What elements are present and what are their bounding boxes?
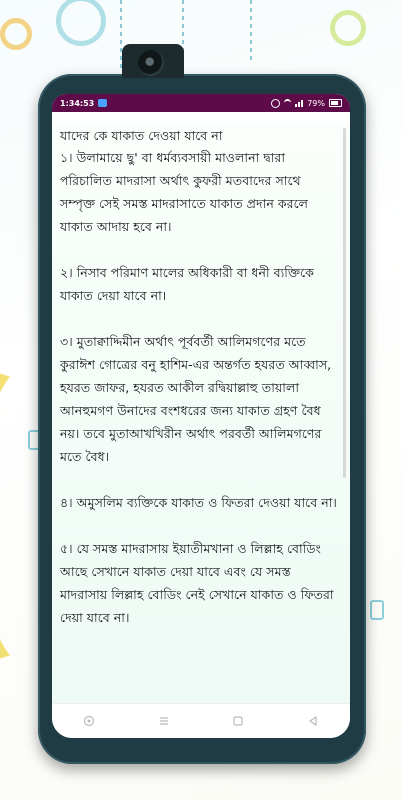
decorative-ring — [0, 18, 32, 50]
camera-lens-icon — [138, 50, 164, 76]
phone-screen — [52, 94, 350, 738]
decorative-ring — [330, 10, 366, 46]
alarm-icon — [271, 99, 280, 108]
article-heading: যাদের কে যাকাত দেওয়া যাবে না — [60, 128, 223, 143]
signal-icon — [295, 99, 303, 107]
article-paragraph: ৪। অমুসলিম ব্যক্তিকে যাকাত ও ফিতরা দেওয়া যাবে না। — [60, 495, 337, 510]
battery-icon — [329, 99, 342, 107]
battery-percent: 79% — [307, 98, 325, 108]
status-time: 1:34:53 — [60, 98, 95, 108]
wifi-icon — [284, 99, 291, 107]
article-body — [52, 124, 350, 629]
status-bar — [52, 94, 350, 112]
cloud-app-icon — [98, 99, 107, 107]
article-scroll-view[interactable] — [52, 124, 350, 704]
popup-camera — [122, 44, 184, 78]
decorative-string — [250, 0, 252, 60]
article-paragraph: ৫। যে সমস্ত মাদরাসায় ইয়াতীমখানা ও লিল্লাহ বোডিং আছে সেখানে যাকাত দেয়া যাবে এবং যে সমস্ত মাদরাসায় লিল্লাহ বোডিং নেই সেখানে যাকাত ও ফিতরা দেয়া যাবে না। — [60, 541, 334, 625]
home-icon[interactable] — [227, 710, 249, 732]
assistant-icon[interactable] — [78, 710, 100, 732]
lantern-icon — [370, 600, 384, 620]
back-icon[interactable] — [302, 710, 324, 732]
app-toolbar — [52, 112, 350, 124]
menu-icon[interactable] — [153, 710, 175, 732]
navigation-bar — [52, 703, 350, 738]
scrollbar[interactable] — [343, 128, 346, 478]
article-paragraph: ৩। মুতাক্বাদ্দিমীন অর্থাৎ পূর্ববর্তী আলিমগণের মতে কুরাঈশ গোত্রের বনু হাশিম-এর অন্তর্গত হযরত আব্বাস, হযরত জাফর, হযরত আকীল রদ্বিয়াল্লাহু তায়ালা আনহুমগণ উনাদের বংশধরের জন্য যাকাত গ্রহণ বৈধ নয়। তবে মুতাআখখিরীন অর্থাৎ পরবর্তী আলিমগণের মতে বৈধ। — [60, 334, 332, 464]
article-paragraph: ১। উলামায়ে ছু' বা ধর্মব্যবসায়ী মাওলানা দ্বারা পরিচালিত মাদরাসা অর্থাৎ কুফরী মতবাদের সাথে সম্পৃক্ত সেই সমস্ত মাদরাসাতে যাকাত প্রদান করলে যাকাত আদায় হবে না। — [60, 150, 309, 234]
article-paragraph: ২। নিসাব পরিমাণ মালের অধিকারী বা ধনী ব্যক্তিকে যাকাত দেয়া যাবে না। — [60, 265, 314, 303]
